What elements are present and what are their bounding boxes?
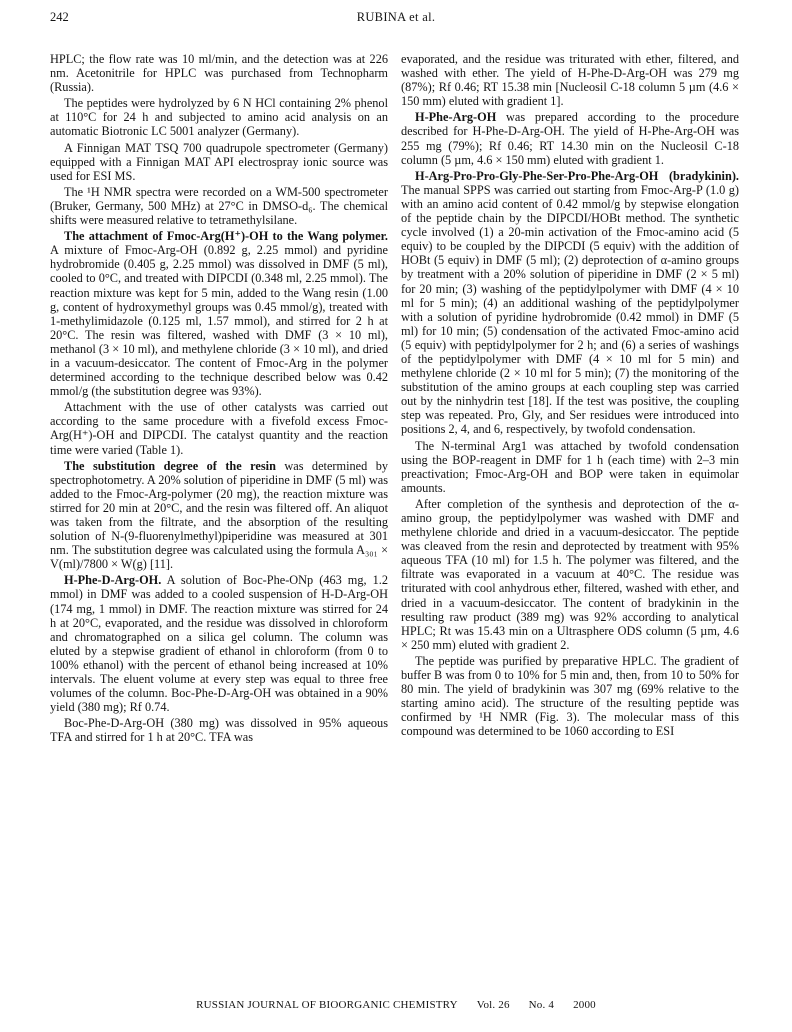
running-title: RUBINA et al. [356, 10, 436, 24]
paragraph-text: After completion of the synthesis and deprotection of the α-amino group, the peptidylpolymer was washed with DMF and methylene chloride and dried in a vacuum-desiccator. The peptide was cleaved from the resin and deprotected by treatment with 95% aqueous TFA (10 ml) for 1.5 h. The polymer was filtered, and the filtrate was evaporated in a vacuum at 40°C. The residue was triturated with cool anhydrous ether, filtered, washed with ether, and dried in a vacuum-desiccator. The content of bradykinin in the resulting raw product (389 mg) was 92% according to analytical HPLC; Rt was 15.43 min on a Ultrasphere ODS column (5 µm, 4.6 × 250 mm) eluted with gradient 2. [401, 496, 739, 652]
paragraph-text: The manual SPPS was carried out starting from Fmoc-Arg-P (1.0 g) with an amino acid content of 0.42 mmol/g by stepwise elongation of the peptide chain by the DIPCDI/HOBt method. The synthetic cycle involved (1) a 20-min activation of the Fmoc-amino acid (5 equiv) to be coupled by the DIPCDI (5 equiv) with the addition of HOBt (5 equiv) in DMF (5 ml); (2) deprotection of α-amino groups by treatment with a 20% solution of piperidine in DMF (2 × 5 ml) for 20 min; (3) washing of the peptidylpolymer with DMF (4 × 10 ml for 5 min); (4) an additional washing of the peptidylpolymer with a solution of pyridine hydrobromide (0.42 mmol) in DMF (5 ml) for 10 min; (5) condensation of the activated Fmoc-amino acid (5 equiv) with peptidylpolymer for 2 h; and (6) a series of washings of the peptidylpolymer with DMF (4 × 10 ml for 5 min) and methylene chloride (2 × 10 ml for 5 min); (7) the monitoring of the substitution of the amino groups at each coupling step was carried out by the ninhydrin test [18]. If the test was positive, the coupling step was repeated. Pro, Gly, and Ser residues were introduced into positions 2, 4, and 6, respectively, by twofold condensation. [401, 182, 739, 437]
paragraph [401, 439, 739, 495]
paragraph [50, 52, 388, 94]
paragraph-text: A mixture of Fmoc-Arg-OH (0.892 g, 2.25 mmol) and pyridine hydrobromide (0.405 g, 2.25 mmol) was dissolved in DMF (5 ml), cooled to 0°C, and treated with DIPCDI (0.348 ml, 2.25 mmol). The reaction mixture was kept for 5 min, added to the Wang resin (1.00 g, content of hydroxymethyl groups was 0.45 mmol/g), treated with 1-methylimidazole (0.125 ml, 1.57 mmol), and stirred for 2 h at 20°C. The resin was filtered, washed with DMF (3 × 10 ml), methanol (3 × 10 ml), and methylene chloride (3 × 10 ml), and dried in a vacuum-desiccator. The content of Fmoc-Arg in the polymer determined according to the technique described below was 0.42 mmol/g (the substitution degree was 93%). [50, 243, 388, 399]
paragraph-text: The N-terminal Arg1 was attached by twofold condensation using the BOP-reagent in DMF for 1 h (each time) with 2–3 min preactivation; Fmoc-Arg-OH and BOP were taken in equimolar amounts. [401, 438, 739, 495]
paragraph [50, 459, 388, 572]
journal-volume: Vol. 26 [476, 999, 510, 1011]
paragraph-text: A Finnigan MAT TSQ 700 quadrupole spectrometer (Germany) equipped with a Finnigan MAT API electrospray ionic source was used for ESI MS. [50, 140, 388, 183]
paragraph-text: HPLC; the flow rate was 10 ml/min, and the detection was at 226 nm. Acetonitrile for HPLC was purchased from Technopharm (Russia). [50, 52, 388, 95]
paragraph [401, 110, 739, 166]
paragraph [50, 141, 388, 183]
section-heading: H-Phe-Arg-OH [415, 110, 497, 125]
paragraph-text: A solution of Boc-Phe-ONp (463 mg, 1.2 mmol) in DMF was added to a cooled suspension of H-D-Arg-OH (174 mg, 1 mmol) in DMF. The reaction mixture was stirred for 24 h at 20°C, evaporated, and the residue was dissolved in chloroform and chromatographed on a silica gel column. The column was eluted by a stepwise gradient of ethanol in chloroform (from 0 to 100% ethanol) with the percent of ethanol being increased at 10% intervals. The eluent volume at every step was equal to three free volumes of the column. Boc-Phe-D-Arg-OH was obtained in a 90% yield (380 mg); Rf 0.74. [50, 573, 388, 715]
left-column [50, 52, 388, 747]
paragraph-text: Attachment with the use of other catalysts was carried out according to the same procedure with a fivefold excess Fmoc-Arg(H⁺)-OH and DIPCDI. The catalyst quantity and the reaction time were varied (Table 1). [50, 400, 388, 457]
paragraph-text: was prepared according to the procedure described for H-Phe-D-Arg-OH. The yield of H-Phe-Arg-OH was 255 mg (79%); Rf 0.46; RT 14.30 min on the Nucleosil C-18 column (5 µm, 4.6 × 150 mm) eluted with gradient 1. [401, 110, 739, 167]
section-heading: H-Phe-D-Arg-OH. [64, 573, 162, 588]
section-heading: H-Arg-Pro-Pro-Gly-Phe-Ser-Pro-Phe-Arg-OH (bradykinin). [415, 168, 739, 183]
paragraph [50, 400, 388, 456]
page-footer [50, 999, 742, 1011]
paragraph [50, 229, 388, 398]
journal-year: 2000 [573, 999, 596, 1011]
right-column [401, 52, 739, 741]
paragraph [401, 497, 739, 652]
paragraph-text: was determined by spectrophotometry. A 20% solution of piperidine in DMF (5 ml) was added to the Fmoc-Arg-polymer (20 mg), the reaction mixture was stirred for 20 min at 20°C, and the resin was filtered off. An aliquot was taken from the filtrate, and the absorption of the resulting solution of N-(9-fluorenylmethyl)piperidine was measured at 301 nm. The substitution degree was calculated using the formula A₃₀₁ × V(ml)/7800 × W(g) [11]. [50, 458, 388, 572]
section-heading: The substitution degree of the resin [64, 458, 276, 473]
journal-number: No. 4 [528, 999, 555, 1011]
page-number: 242 [50, 10, 69, 24]
paragraph [401, 52, 739, 108]
paragraph-text: Boc-Phe-D-Arg-OH (380 mg) was dissolved in 95% aqueous TFA and stirred for 1 h at 20°C. TFA was [50, 716, 388, 745]
paragraph [401, 654, 739, 739]
paragraph [50, 185, 388, 227]
paragraph [50, 96, 388, 138]
journal-name: RUSSIAN JOURNAL OF BIOORGANIC CHEMISTRY [196, 999, 458, 1011]
paragraph [50, 716, 388, 744]
paragraph-text: The peptide was purified by preparative HPLC. The gradient of buffer B was from 0 to 10% for 5 min and, then, from 10 to 50% for 80 min. The yield of bradykinin was 307 mg (69% relative to the starting amino acid). The structure of the resulting peptide was confirmed by ¹H NMR (Fig. 3). The molecular mass of this compound was determined to be 1060 according to ESI [401, 653, 739, 739]
paragraph [50, 573, 388, 714]
paragraph-text: The peptides were hydrolyzed by 6 N HCl containing 2% phenol at 110°C for 24 h and subjected to amino acid analysis on an automatic Biotronic LC 5001 analyzer (Germany). [50, 96, 388, 139]
section-heading: The attachment of Fmoc-Arg(H⁺)-OH to the Wang polymer. [64, 229, 388, 244]
page-header [50, 10, 742, 30]
paragraph-text: evaporated, and the residue was triturated with ether, filtered, and washed with ether. The yield of H-Phe-D-Arg-OH was 279 mg (87%); Rf 0.46; RT 15.38 min [Nucleosil C-18 column 5 µm (4.6 × 150 mm) eluted with gradient 1]. [401, 52, 739, 109]
paragraph [401, 169, 739, 437]
paragraph-text: The ¹H NMR spectra were recorded on a WM-500 spectrometer (Bruker, Germany, 500 MHz) at 27°C in DMSO-d₆. The chemical shifts were measured relative to tetramethylsilane. [50, 184, 388, 228]
